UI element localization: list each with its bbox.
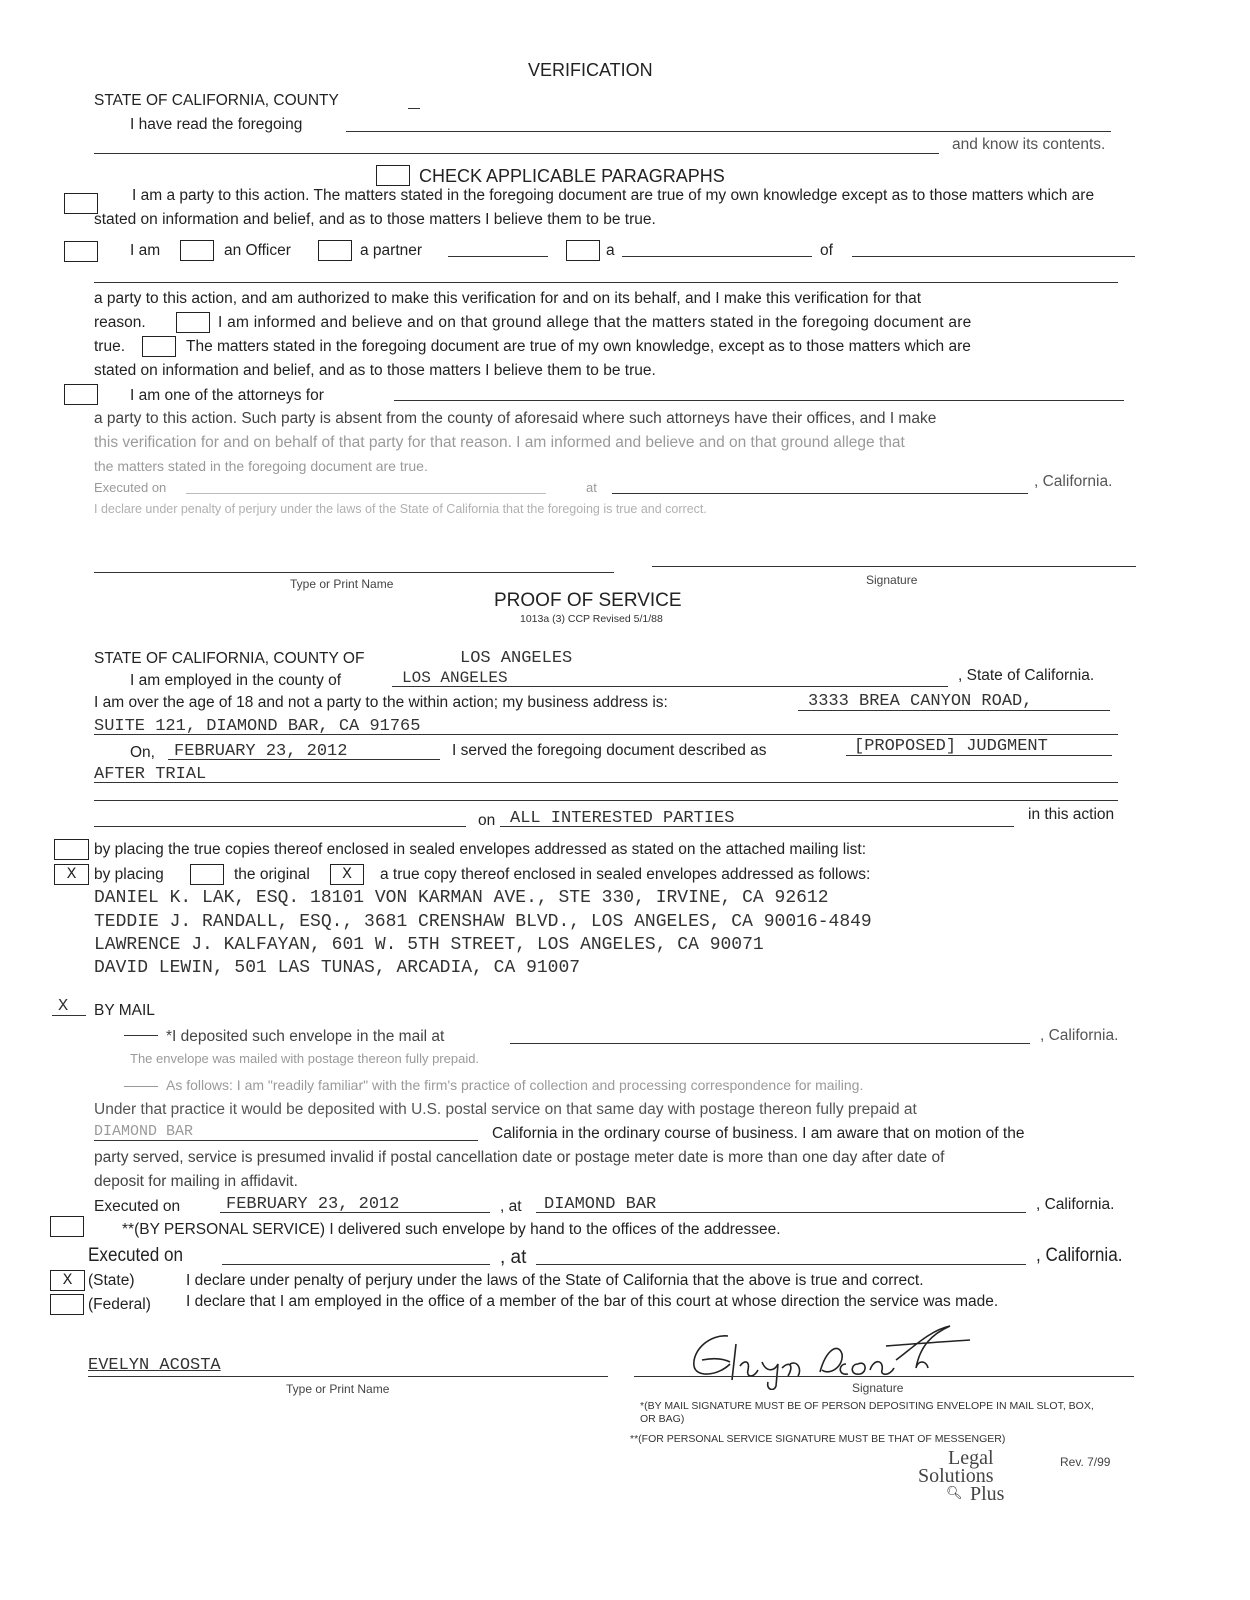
executed-at-2-label: , at bbox=[500, 1247, 527, 1268]
parties-value[interactable]: ALL INTERESTED PARTIES bbox=[510, 809, 735, 828]
verif-type-print-label: Type or Print Name bbox=[290, 577, 394, 591]
true-copy-checkbox[interactable]: X bbox=[330, 864, 364, 885]
state-declaration: I declare under penalty of perjury under the laws of the State of California that the above is true and correct. bbox=[186, 1272, 924, 1289]
verif-executed-label: Executed on bbox=[94, 480, 167, 495]
logo-plus: Plus bbox=[970, 1483, 1005, 1505]
mail-familiar-text: As follows: I am "readily familiar" with the firm's practice of collection and processing correspondence for mailing. bbox=[166, 1077, 864, 1093]
mail-envelope-text: The envelope was mailed with postage thereon fully prepaid. bbox=[130, 1051, 480, 1066]
by-mail-label: BY MAIL bbox=[94, 1002, 155, 1019]
personal-date-line[interactable] bbox=[222, 1264, 490, 1265]
other-title-checkbox[interactable] bbox=[566, 240, 600, 261]
para3-line1: a party to this action. Such party is absent from the county of aforesaid where such attorneys have their offices, and I make bbox=[94, 410, 937, 427]
para2-line1: a party to this action, and am authorized to make this verification for and on its behalf, and I make this verification for that bbox=[94, 290, 922, 307]
federal-declaration: I declare that I am employed in the office of a member of the bar of this court at whose direction the service was made. bbox=[186, 1293, 999, 1310]
addressee-line: DANIEL K. LAK, ESQ. 18101 VON KARMAN AVE., STE 330, IRVINE, CA 92612 bbox=[94, 888, 829, 908]
employed-in-label: I am employed in the county of bbox=[130, 672, 342, 689]
personal-service-text: **(BY PERSONAL SERVICE) I delivered such envelope by hand to the offices of the addressee. bbox=[122, 1221, 781, 1238]
mail-party-text: party served, service is presumed invalid if postal cancellation date or postage meter date is more than one day after date of bbox=[94, 1149, 945, 1166]
know-contents-label: and know its contents. bbox=[952, 136, 1106, 153]
opt-by-placing-label: by placing bbox=[94, 866, 164, 883]
verif-print-name-line[interactable] bbox=[94, 572, 614, 573]
executed-date-value[interactable]: FEBRUARY 23, 2012 bbox=[226, 1195, 400, 1214]
executed-on-label: Executed on bbox=[94, 1198, 181, 1215]
own-knowledge-checkbox[interactable] bbox=[142, 336, 176, 357]
partner-checkbox[interactable] bbox=[318, 240, 352, 261]
a-label: a bbox=[606, 242, 615, 259]
foregoing-document-line[interactable] bbox=[346, 131, 1111, 132]
check-applicable-heading: CHECK APPLICABLE PARAGRAPHS bbox=[419, 166, 725, 186]
mail-deposited-text: *I deposited such envelope in the mail at bbox=[166, 1028, 445, 1045]
officer-label: an Officer bbox=[224, 242, 291, 259]
on-word: on bbox=[478, 812, 496, 829]
para2-informed-text: I am informed and believe and on that ground allege that the matters stated in the foregoing document are bbox=[218, 314, 972, 331]
proof-signature-line[interactable] bbox=[634, 1376, 1134, 1377]
executed-california-2-label: , California. bbox=[1036, 1245, 1123, 1266]
revision-label: Rev. 7/99 bbox=[1060, 1455, 1111, 1469]
opt-original-label: the original bbox=[234, 866, 310, 883]
personal-service-checkbox[interactable] bbox=[50, 1216, 84, 1237]
mail-ordinary-text: California in the ordinary course of business. I am aware that on motion of the bbox=[492, 1125, 1025, 1142]
verif-signature-label: Signature bbox=[866, 573, 918, 587]
verif-signature-line[interactable] bbox=[652, 566, 1136, 567]
federal-checkbox[interactable] bbox=[50, 1294, 84, 1315]
proof-signature-label: Signature bbox=[852, 1381, 904, 1395]
verification-para-party: I am a party to this action. The matters stated in the foregoing document are true of my own knowledge except as to those matters which are stated on information and belief, and as to those matters I believe them to be true. bbox=[94, 187, 1095, 228]
server-name-value[interactable]: EVELYN ACOSTA bbox=[88, 1356, 221, 1375]
original-checkbox[interactable] bbox=[190, 864, 224, 885]
verification-title: VERIFICATION bbox=[528, 60, 653, 80]
mail-deposited-california: , California. bbox=[1040, 1027, 1119, 1044]
executed-city-value[interactable]: DIAMOND BAR bbox=[544, 1195, 657, 1214]
officer-i-am-label: I am bbox=[130, 242, 161, 259]
personal-city-line[interactable] bbox=[536, 1264, 1026, 1265]
mail-deposit-text: deposit for mailing in affidavit. bbox=[94, 1173, 298, 1190]
informed-checkbox[interactable] bbox=[176, 312, 210, 333]
para2-line4: stated on information and belief, and as to those matters I believe them to be true. bbox=[94, 362, 656, 379]
attorneys-for-line[interactable] bbox=[394, 400, 1124, 401]
para2-own-knowledge-text: The matters stated in the foregoing document are true of my own knowledge, except as to those matters which are bbox=[186, 338, 971, 355]
para3-line2: this verification for and on behalf of that party for that reason. I am informed and believe and on that ground allege that bbox=[94, 434, 905, 451]
employed-county-value[interactable]: LOS ANGELES bbox=[402, 669, 508, 687]
logo-legal: Legal bbox=[948, 1447, 994, 1469]
addressee-line: TEDDIE J. RANDALL, ESQ., 3681 CRENSHAW BLVD., LOS ANGELES, CA 90016-4849 bbox=[94, 912, 872, 932]
note-personal-signature: **(FOR PERSONAL SERVICE SIGNATURE MUST BE THAT OF MESSENGER) bbox=[630, 1433, 1006, 1445]
document-described-line-1[interactable]: [PROPOSED] JUDGMENT bbox=[854, 737, 1048, 756]
mail-deposited-blank[interactable] bbox=[124, 1035, 158, 1036]
federal-label: (Federal) bbox=[88, 1296, 151, 1313]
verif-city-line[interactable] bbox=[612, 493, 1028, 494]
magnifier-icon: 🔍︎ bbox=[946, 1485, 963, 1500]
proof-county-value[interactable]: LOS ANGELES bbox=[460, 649, 573, 668]
addressee-line: DAVID LEWIN, 501 LAS TUNAS, ARCADIA, CA 91007 bbox=[94, 958, 581, 978]
para2-true-label: true. bbox=[94, 338, 126, 355]
mail-deposited-city-line[interactable] bbox=[510, 1043, 1030, 1044]
verif-executed-date-line[interactable] bbox=[186, 493, 546, 494]
title-line[interactable] bbox=[622, 256, 812, 257]
read-foregoing-label: I have read the foregoing bbox=[130, 116, 303, 133]
attorneys-label: I am one of the attorneys for bbox=[130, 387, 324, 404]
over-age-text: I am over the age of 18 and not a party to the within action; my business address is: bbox=[94, 694, 668, 711]
signature-image bbox=[670, 1320, 1030, 1390]
state-of-california-label: , State of California. bbox=[958, 667, 1095, 684]
executed-on-2-label: Executed on bbox=[88, 1245, 184, 1266]
addressed-as-follows-checkbox[interactable]: X bbox=[54, 864, 89, 885]
opt-true-copy-text: a true copy thereof enclosed in sealed envelopes addressed as follows: bbox=[380, 866, 871, 883]
executed-california-label: , California. bbox=[1036, 1196, 1115, 1213]
officer-para-checkbox[interactable] bbox=[64, 241, 98, 262]
state-checkbox[interactable]: X bbox=[50, 1270, 85, 1291]
check-applicable-checkbox[interactable] bbox=[376, 165, 410, 186]
in-action-label: in this action bbox=[1028, 806, 1115, 823]
by-mail-check[interactable]: X bbox=[58, 997, 69, 1016]
note-mail-signature: *(BY MAIL SIGNATURE MUST BE OF PERSON DEPOSITING ENVELOPE IN MAIL SLOT, BOX, OR BAG) bbox=[640, 1400, 1094, 1425]
verification-state-county: STATE OF CALIFORNIA, COUNTY bbox=[94, 92, 339, 109]
partner-line[interactable] bbox=[448, 256, 548, 257]
verif-california-label: , California. bbox=[1034, 473, 1113, 490]
proof-subtitle: 1013a (3) CCP Revised 5/1/88 bbox=[520, 613, 663, 625]
addressee-line: LAWRENCE J. KALFAYAN, 601 W. 5TH STREET, LOS ANGELES, CA 90071 bbox=[94, 935, 764, 955]
served-text: I served the foregoing document described as bbox=[452, 742, 767, 759]
opt-mailing-list-text: by placing the true copies thereof enclosed in sealed envelopes addressed as stated on the attached mailing list: bbox=[94, 841, 867, 858]
logo-solutions: Solutions bbox=[918, 1465, 994, 1487]
state-label: (State) bbox=[88, 1272, 135, 1289]
address-line-2[interactable]: SUITE 121, DIAMOND BAR, CA 91765 bbox=[94, 717, 421, 736]
of-label: of bbox=[820, 242, 833, 259]
mailing-list-checkbox[interactable] bbox=[54, 839, 89, 860]
partner-label: a partner bbox=[360, 242, 423, 259]
mail-under-text: Under that practice it would be deposited with U.S. postal service on that same day with postage thereon fully prepaid at bbox=[94, 1101, 917, 1118]
proof-title: PROOF OF SERVICE bbox=[494, 590, 682, 611]
address-line-1[interactable]: 3333 BREA CANYON ROAD, bbox=[808, 692, 1033, 711]
entity-line[interactable] bbox=[852, 256, 1135, 257]
party-checkbox[interactable] bbox=[64, 193, 98, 214]
para3-line3: the matters stated in the foregoing document are true. bbox=[94, 458, 428, 474]
attorney-checkbox[interactable] bbox=[64, 384, 98, 405]
mail-familiar-blank[interactable] bbox=[124, 1086, 158, 1087]
proof-state-county: STATE OF CALIFORNIA, COUNTY OF bbox=[94, 650, 365, 667]
served-date-value[interactable]: FEBRUARY 23, 2012 bbox=[174, 742, 348, 761]
verif-at-label: at bbox=[586, 480, 597, 495]
para2-reason-label: reason. bbox=[94, 314, 146, 331]
verif-declare: I declare under penalty of perjury under the laws of the State of California that the foregoing is true and correct. bbox=[94, 502, 707, 516]
on-label: On, bbox=[130, 744, 155, 761]
mail-city-value[interactable]: DIAMOND BAR bbox=[94, 1123, 194, 1140]
executed-at-label: , at bbox=[500, 1198, 522, 1215]
officer-checkbox[interactable] bbox=[180, 240, 214, 261]
server-type-print-label: Type or Print Name bbox=[286, 1382, 390, 1396]
document-described-line-2[interactable]: AFTER TRIAL bbox=[94, 765, 207, 784]
